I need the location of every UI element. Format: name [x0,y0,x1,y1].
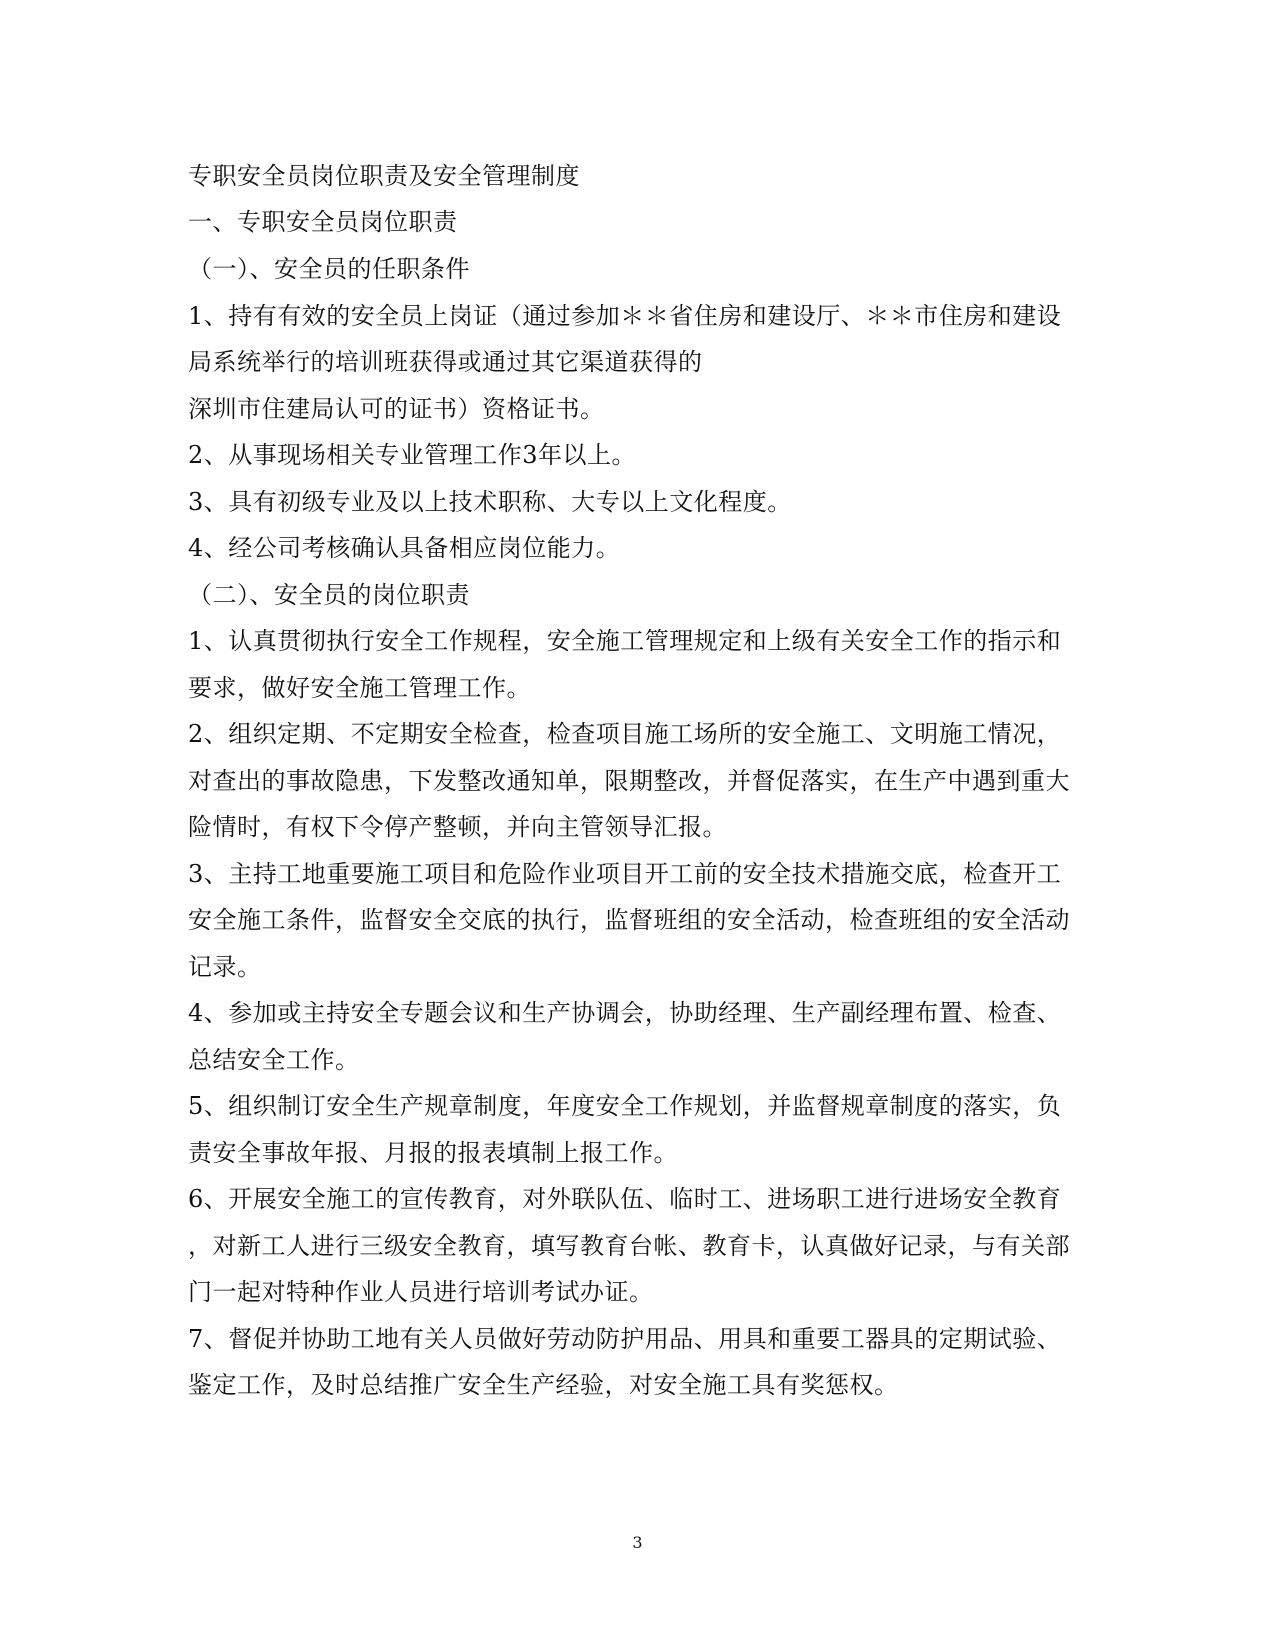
text-line: 鉴定工作，及时总结推广安全生产经验，对安全施工具有奖惩权。 [188,1371,899,1399]
text-line: 门一起对特种作业人员进行培训考试办证。 [188,1278,654,1306]
text-line: 4、经公司考核确认具备相应岗位能力。 [188,534,621,562]
text-line: 6、开展安全施工的宣传教育，对外联队伍、临时工、进场职工进行进场安全教育 [188,1185,1062,1213]
text-line: 1、持有有效的安全员上岗证（通过参加＊＊省住房和建设厅、＊＊市住房和建设 [188,302,1062,330]
text-line: 2、从事现场相关专业管理工作3年以上。 [188,441,637,469]
text-line: 险情时，有权下令停产整顿，并向主管领导汇报。 [188,813,727,841]
page-number: 3 [632,1533,643,1552]
text-line: 要求，做好安全施工管理工作。 [188,674,531,702]
text-line: 记录。 [188,953,262,981]
text-line: ，对新工人进行三级安全教育，填写教育台帐、教育卡，认真做好记录，与有关部 [188,1232,1070,1260]
text-line: 责安全事故年报、月报的报表填制上报工作。 [188,1139,678,1167]
text-line: 3、具有初级专业及以上技术职称、大专以上文化程度。 [188,488,792,516]
text-line: 深圳市住建局认可的证书）资格证书。 [188,395,605,423]
text-line: 4、参加或主持安全专题会议和生产协调会，协助经理、生产副经理布置、检查、 [188,999,1062,1027]
document-title: 专职安全员岗位职责及安全管理制度 [188,162,580,190]
subsection-heading: （一）、安全员的任职条件 [188,255,470,283]
text-line: 安全施工条件，监督安全交底的执行，监督班组的安全活动，检查班组的安全活动 [188,906,1070,934]
text-line: 3、主持工地重要施工项目和危险作业项目开工前的安全技术措施交底，检查开工 [188,860,1062,888]
text-line: 总结安全工作。 [188,1046,360,1074]
text-line: 1、认真贯彻执行安全工作规程，安全施工管理规定和上级有关安全工作的指示和 [188,627,1062,655]
text-line: 对查出的事故隐患，下发整改通知单，限期整改，并督促落实，在生产中遇到重大 [188,767,1070,795]
text-line: 2、组织定期、不定期安全检查，检查项目施工场所的安全施工、文明施工情况， [188,720,1062,748]
text-line: 7、督促并协助工地有关人员做好劳动防护用品、用具和重要工器具的定期试验、 [188,1325,1062,1353]
text-line: 局系统举行的培训班获得或通过其它渠道获得的 [188,348,703,376]
text-line: 5、组织制订安全生产规章制度，年度安全工作规划，并监督规章制度的落实，负 [188,1092,1062,1120]
subsection-heading: （二）、安全员的岗位职责 [188,581,470,609]
section-heading: 一、专职安全员岗位职责 [188,208,458,236]
